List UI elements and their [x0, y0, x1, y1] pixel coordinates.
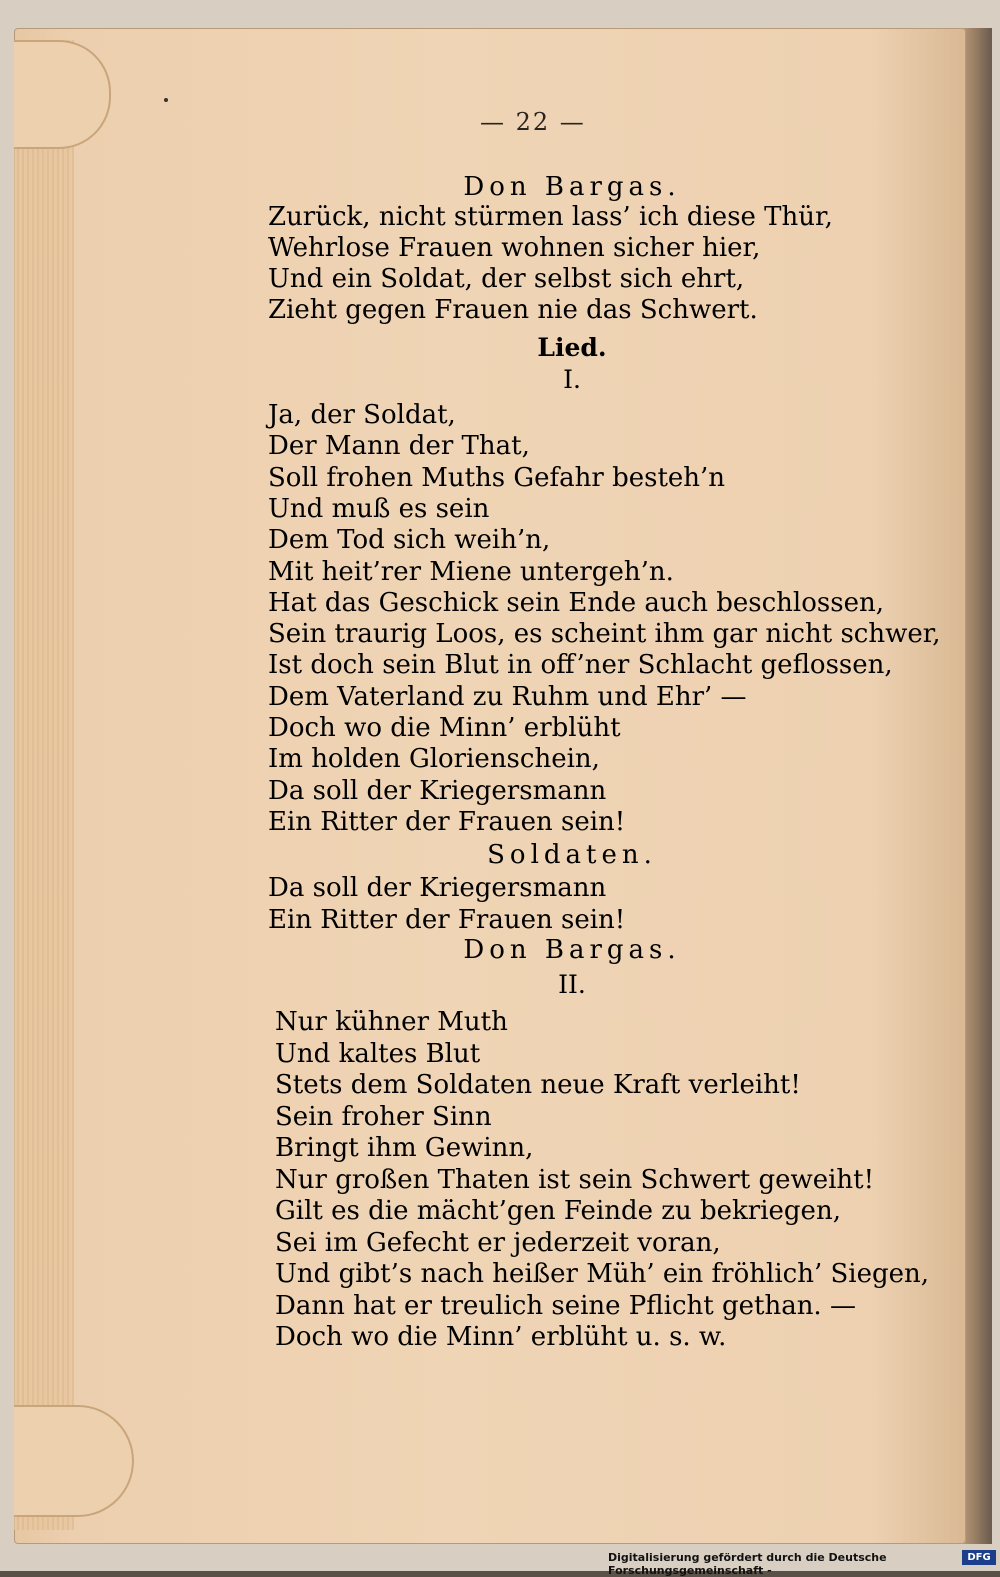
verse-line: Sein froher Sinn — [275, 1101, 492, 1132]
verse-line: Gilt es die mächt’gen Feinde zu bekriegen, — [275, 1196, 841, 1226]
book-right-edge — [962, 28, 992, 1544]
speaker-heading: Don Bargas. — [463, 172, 681, 202]
verse-line: Nur kühner Muth — [275, 1007, 508, 1037]
verse-line: Wehrlose Frauen wohnen sicher hier, — [268, 233, 761, 263]
verse-line: Zieht gegen Frauen nie das Schwert. — [268, 295, 758, 325]
verse-line: Da soll der Kriegersmann — [268, 775, 607, 806]
verse-line: Sei im Gefecht er jederzeit voran, — [275, 1227, 721, 1258]
verse-line: Nur großen Thaten ist sein Schwert geweiht! — [275, 1164, 875, 1195]
stanza-number: I. — [563, 365, 581, 394]
verse-line: Doch wo die Minn’ erblüht u. s. w. — [275, 1322, 727, 1352]
verse-line: Der Mann der That, — [268, 431, 530, 462]
verse-line: Ja, der Soldat, — [268, 400, 456, 430]
dfg-logo: DFG — [962, 1550, 996, 1565]
page-clip-top — [14, 40, 111, 149]
verse-line: Ein Ritter der Frauen sein! — [268, 905, 626, 935]
verse-line: Mit heit’rer Miene untergeh’n. — [268, 556, 674, 587]
digitization-credit: Digitalisierung gefördert durch die Deutsche Forschungsgemeinschaft - — [608, 1551, 887, 1577]
stanza-number: II. — [558, 970, 586, 999]
verse-line: Sein traurig Loos, es scheint ihm gar nicht schwer, — [268, 619, 941, 650]
speaker-heading: Don Bargas. — [463, 935, 681, 965]
page-clip-bottom — [14, 1405, 134, 1517]
verse-line: Doch wo die Minn’ erblüht — [268, 713, 621, 743]
verse-line: Und ein Soldat, der selbst sich ehrt, — [268, 264, 745, 294]
verse-line: Da soll der Kriegersmann — [268, 873, 607, 903]
verse-line: Dann hat er treulich seine Pflicht gethan. — — [275, 1290, 856, 1321]
verse-line: Im holden Glorienschein, — [268, 744, 600, 775]
verse-line: Und kaltes Blut — [275, 1038, 481, 1069]
verse-line: Stets dem Soldaten neue Kraft verleiht! — [275, 1070, 801, 1100]
song-heading: Lied. — [537, 333, 607, 362]
speaker-heading: Soldaten. — [487, 840, 657, 870]
page-stack-edge — [14, 40, 74, 1530]
verse-line: Hat das Geschick sein Ende auch beschlossen, — [268, 587, 884, 618]
verse-line: Dem Vaterland zu Ruhm und Ehr’ — — [268, 681, 747, 712]
verse-line: Soll frohen Muths Gefahr besteh’n — [268, 462, 726, 493]
page-number: — 22 — — [480, 108, 586, 136]
verse-line: Bringt ihm Gewinn, — [275, 1133, 534, 1163]
verse-line: Ist doch sein Blut in off’ner Schlacht geflossen, — [268, 650, 893, 681]
verse-line: Ein Ritter der Frauen sein! — [268, 806, 626, 837]
verse-line: Und gibt’s nach heißer Müh’ ein fröhlich’ Siegen, — [275, 1259, 930, 1289]
verse-line: Zurück, nicht stürmen lass’ ich diese Thür, — [268, 202, 833, 232]
ink-speck — [164, 98, 168, 102]
verse-line: Dem Tod sich weih’n, — [268, 525, 551, 556]
verse-line: Und muß es sein — [268, 493, 490, 524]
